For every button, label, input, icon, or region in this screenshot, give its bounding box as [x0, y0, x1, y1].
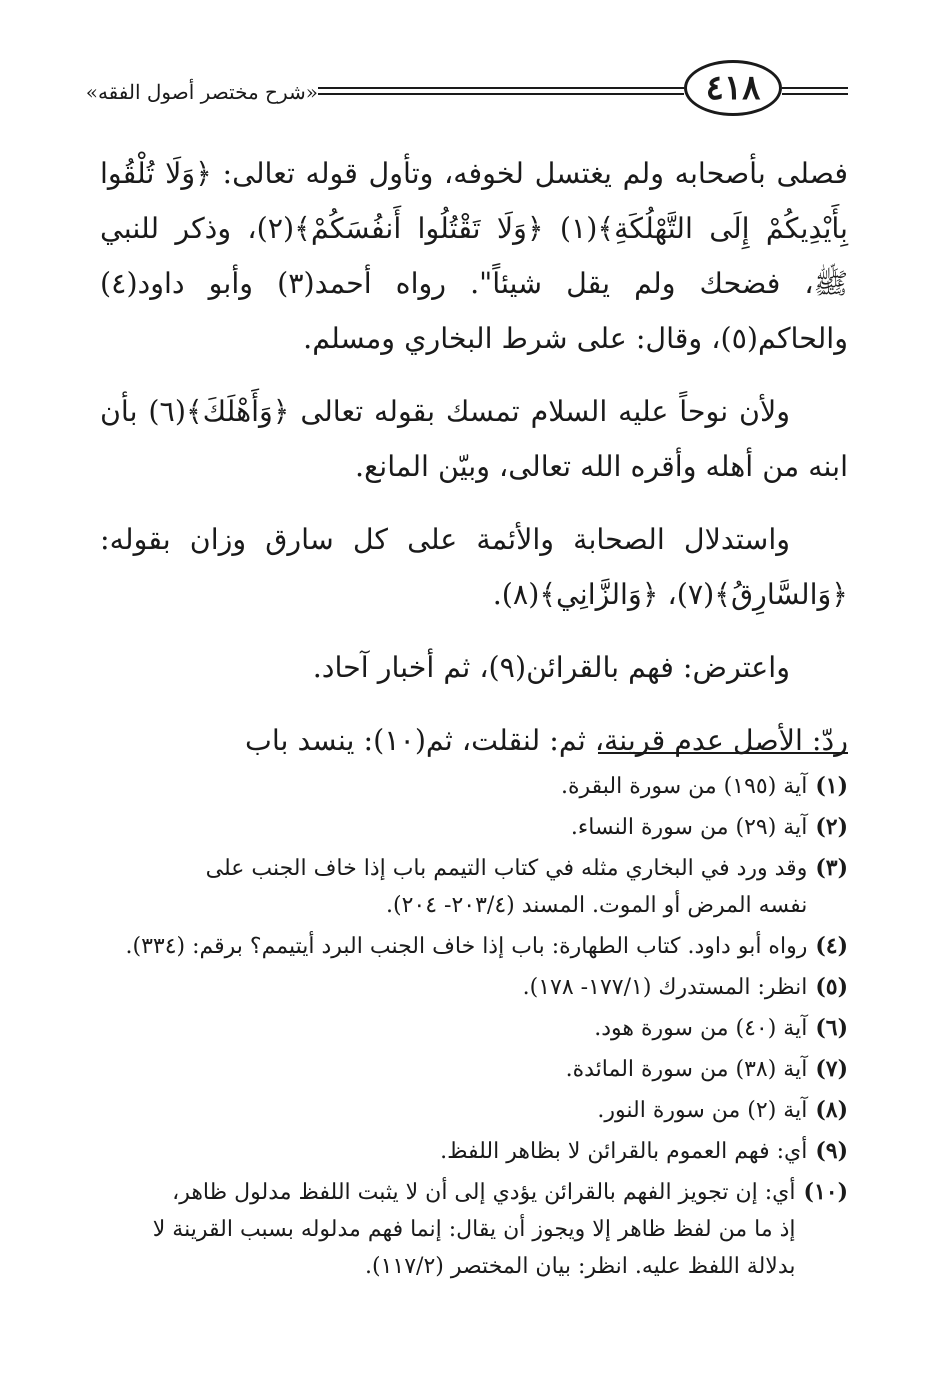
footnote — [100, 1051, 848, 1088]
main-text — [100, 146, 848, 768]
footnote — [100, 1174, 848, 1285]
paragraph: ولأن نوحاً عليه السلام تمسك بقوله تعالى ﴿وَأَهْلَكَ﴾(٦) بأن ابنه من أهله وأقره الله تعالى، وبيّن المانع. — [100, 395, 848, 483]
footnote-number: (٩) — [815, 1138, 848, 1164]
footnote-text: بدلالة اللفظ عليه. انظر: بيان المختصر (١١٧/٢). — [365, 1254, 796, 1279]
footnote-number: (٥) — [815, 974, 848, 1000]
footnote-text: نفسه المرض أو الموت. المسند (٢٠٣/٤- ٢٠٤). — [385, 893, 808, 918]
footnote — [100, 1010, 848, 1047]
footnote-text: آية (٢٩) من سورة النساء. — [570, 815, 808, 840]
footnote-separator — [598, 752, 848, 754]
running-header-title: «شرح مختصر أصول الفقه» — [85, 80, 318, 104]
footnote-text: آية (٢) من سورة النور. — [597, 1098, 808, 1123]
footnote-text: رواه أبو داود. كتاب الطهارة: باب إذا خاف الجنب البرد أيتيمم؟ برقم: (٣٣٤). — [125, 934, 808, 959]
footnote — [100, 1133, 848, 1170]
footnote — [100, 969, 848, 1006]
footnote — [100, 768, 848, 805]
footnote-text: إذ ما من لفظ ظاهر إلا ويجوز أن يقال: إنما فهم مدلوله بسبب القرينة لا — [152, 1217, 796, 1242]
footnote-number: (١) — [815, 773, 848, 799]
footnote-number: (٧) — [815, 1056, 848, 1082]
footnote-text: أي: إن تجويز الفهم بالقرائن يؤدي إلى أن لا يثبت اللفظ مدلول ظاهر، — [172, 1180, 796, 1205]
paragraph: واستدلال الصحابة والأئمة على كل سارق وزان بقوله: ﴿وَالسَّارِقُ﴾(٧)، ﴿وَالزَّانِي﴾(٨). — [100, 523, 848, 611]
paragraph: ردّ: الأصل عدم قرينة، ثم: لنقلت، ثم(١٠): ينسد باب — [244, 724, 848, 757]
footnote-number: (٤) — [815, 933, 848, 959]
footnote-text: آية (٤٠) من سورة هود. — [594, 1016, 808, 1041]
footnote-text: آية (١٩٥) من سورة البقرة. — [560, 774, 808, 799]
footnote-text: انظر: المستدرك (١٧٧/١- ١٧٨). — [522, 975, 808, 1000]
footnote — [100, 809, 848, 846]
footnote-number: (٢) — [815, 814, 848, 840]
page-number: ٤١٨ — [684, 60, 782, 116]
footnotes — [100, 768, 848, 1289]
footnote-text: وقد ورد في البخاري مثله في كتاب التيمم باب إذا خاف الجنب على — [205, 856, 808, 881]
footnote-number: (٨) — [815, 1097, 848, 1123]
footnote-text: آية (٣٨) من سورة المائدة. — [565, 1057, 808, 1082]
footnote-number: (١٠) — [803, 1179, 848, 1205]
footnote — [100, 928, 848, 965]
header-rule — [782, 87, 848, 95]
paragraph: فصلى بأصحابه ولم يغتسل لخوفه، وتأول قوله تعالى: ﴿وَلَا تُلْقُوا بِأَيْدِيكُمْ إِلَى التَّهْلُكَةِ﴾(١) ﴿وَلَا تَقْتُلُوا أَنفُسَكُمْ﴾(٢)، وذكر للنبي ﷺ، فضحك ولم يقل شيئاً". رواه أحمد(٣) وأبو داود(٤) والحاكم(٥)، وقال: على شرط البخاري ومسلم. — [100, 157, 848, 355]
footnote-text: أي: فهم العموم بالقرائن لا بظاهر اللفظ. — [440, 1139, 808, 1164]
footnote-number: (٣) — [815, 855, 848, 881]
footnote — [100, 850, 848, 924]
header-rule — [318, 87, 684, 95]
footnote-number: (٦) — [815, 1015, 848, 1041]
paragraph: واعترض: فهم بالقرائن(٩)، ثم أخبار آحاد. — [312, 651, 790, 684]
footnote — [100, 1092, 848, 1129]
